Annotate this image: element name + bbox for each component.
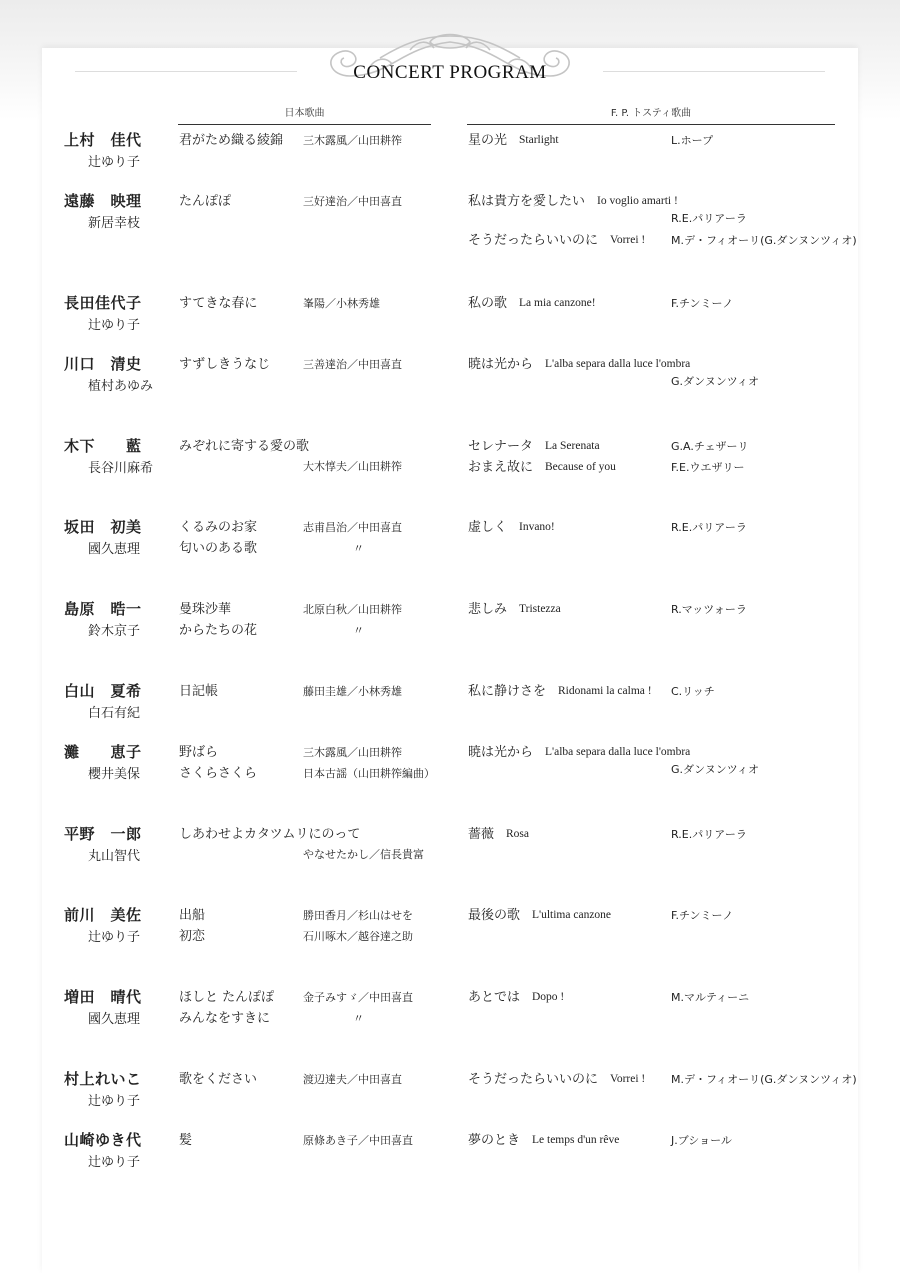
japanese-song-title: 日記帳 [179,684,219,699]
japanese-song-title: ほしと たんぽぽ [179,990,275,1005]
singer-name: 前川 美佐 [64,906,142,924]
singer-name: 灘 恵子 [64,743,142,761]
japanese-song-title: 匂いのある歌 [179,541,258,556]
japanese-song-credit: 〃 [353,542,364,555]
tosti-song-title: 私に静けさを [468,684,547,699]
tosti-song-composer: F.チンミーノ [671,297,734,310]
tosti-song-composer: R.E.パリアーラ [671,212,747,225]
singer-name: 山崎ゆき代 [64,1131,142,1149]
japanese-song-credit: やなせたかし／信長貴富 [303,848,424,861]
singer-name: 木下 藍 [64,437,142,455]
accompanist-name: 辻ゆり子 [88,1094,141,1109]
japanese-song-title: 髪 [179,1133,193,1148]
tosti-song-title: 悲しみ [468,602,508,617]
tosti-song-italian-title: L'alba separa dalla luce l'ombra [545,746,691,758]
tosti-song-title: 虚しく [468,520,508,535]
column-header-tosti: F. P. トスティ歌曲 [467,104,835,125]
tosti-song-italian-title: Vorrei ! [610,1073,646,1085]
japanese-song-title: すずしきうなじ [179,357,271,372]
japanese-song-credit: 石川啄木／越谷達之助 [303,930,413,943]
japanese-song-title: からたちの花 [179,623,258,638]
singer-name: 島原 晧一 [64,600,142,618]
japanese-song-credit: 三木露風／山田耕筰 [303,134,402,147]
accompanist-name: 櫻井美保 [88,767,141,782]
tosti-song-composer: F.E.ウエザリー [671,461,745,474]
japanese-song-title: みぞれに寄する愛の歌 [179,439,310,454]
accompanist-name: 鈴木京子 [88,624,141,639]
japanese-song-credit: 金子みすゞ／中田喜直 [303,991,413,1004]
accompanist-name: 辻ゆり子 [88,318,141,333]
accompanist-name: 辻ゆり子 [88,930,141,945]
tosti-song-composer: M.デ・フィオーリ(G.ダンヌンツィオ) [671,234,857,247]
japanese-song-title: 曼珠沙華 [179,602,232,617]
tosti-song-title: 星の光 [468,133,508,148]
singer-name: 川口 清史 [64,355,142,373]
japanese-song-credit: 北原白秋／山田耕筰 [303,603,402,616]
tosti-song-italian-title: Rosa [506,828,529,840]
tosti-song-italian-title: Because of you [545,461,616,473]
tosti-song-italian-title: L'ultima canzone [532,909,612,921]
tosti-song-composer: R.マッツォーラ [671,603,747,616]
tosti-song-italian-title: Ridonami la calma ! [558,685,652,697]
tosti-song-composer: R.E.パリアーラ [671,521,747,534]
tosti-song-composer: G.ダンヌンツィオ [671,763,760,776]
tosti-song-italian-title: Io voglio amarti ! [597,195,678,207]
tosti-song-title: そうだったらいいのに [468,233,599,248]
japanese-song-credit: 日本古謡（山田耕筰編曲） [303,767,435,780]
accompanist-name: 白石有紀 [88,706,141,721]
accompanist-name: 植村あゆみ [88,379,154,394]
tosti-song-italian-title: Invano! [519,521,555,533]
tosti-song-title: 暁は光から [468,357,534,372]
japanese-song-title: くるみのお家 [179,520,258,535]
japanese-song-credit: 〃 [353,624,364,637]
tosti-song-composer: L.ホープ [671,134,714,147]
tosti-song-italian-title: La Serenata [545,440,600,452]
accompanist-name: 新居幸枝 [88,216,141,231]
tosti-song-italian-title: L'alba separa dalla luce l'ombra [545,358,691,370]
tosti-song-title: おまえ故に [468,460,534,475]
tosti-song-italian-title: Le temps d'un rêve [532,1134,620,1146]
tosti-song-title: 最後の歌 [468,908,521,923]
accompanist-name: 丸山智代 [88,849,141,864]
tosti-song-composer: F.チンミーノ [671,909,734,922]
accompanist-name: 辻ゆり子 [88,155,141,170]
japanese-song-credit: 原條あき子／中田喜直 [303,1134,413,1147]
singer-name: 坂田 初美 [64,518,142,536]
tosti-song-title: そうだったらいいのに [468,1072,599,1087]
singer-name: 増田 晴代 [64,988,142,1006]
japanese-song-title: 初恋 [179,929,206,944]
japanese-song-credit: 渡辺達夫／中田喜直 [303,1073,402,1086]
tosti-song-title: セレナータ [468,439,534,454]
singer-name: 上村 佳代 [64,131,142,149]
tosti-song-composer: J.ブショール [671,1134,732,1147]
tosti-song-title: 夢のとき [468,1133,521,1148]
japanese-song-credit: 〃 [353,1012,364,1025]
japanese-song-credit: 藤田圭雄／小林秀雄 [303,685,402,698]
tosti-song-italian-title: Dopo ! [532,991,565,1003]
tosti-song-title: あとでは [468,990,521,1005]
singer-name: 白山 夏希 [64,682,142,700]
page-title: CONCERT PROGRAM [353,62,547,83]
program-sheet [42,48,858,1273]
japanese-song-credit: 志甫昌治／中田喜直 [303,521,402,534]
japanese-song-title: すてきな春に [179,296,258,311]
title-rule-left [75,71,297,72]
column-header-japanese: 日本歌曲 [178,104,431,125]
japanese-song-credit: 三好達治／中田喜直 [303,195,402,208]
tosti-song-title: 私の歌 [468,296,508,311]
accompanist-name: 辻ゆり子 [88,1155,141,1170]
japanese-song-title: たんぽぽ [179,194,232,209]
program-header [0,28,900,98]
tosti-song-italian-title: Tristezza [519,603,561,615]
japanese-song-credit: 勝田香月／杉山はせを [303,909,413,922]
singer-name: 遠藤 映理 [64,192,142,210]
japanese-song-title: 出船 [179,908,206,923]
japanese-song-title: さくらさくら [179,766,258,781]
tosti-song-composer: M.マルティーニ [671,991,750,1004]
japanese-song-credit: 三木露風／山田耕筰 [303,746,402,759]
japanese-song-title: みんなをすきに [179,1011,271,1026]
tosti-song-italian-title: Starlight [519,134,559,146]
tosti-song-composer: R.E.パリアーラ [671,828,747,841]
tosti-song-composer: G.A.チェザーリ [671,440,749,453]
tosti-song-title: 暁は光から [468,745,534,760]
tosti-song-composer: G.ダンヌンツィオ [671,375,760,388]
accompanist-name: 長谷川麻希 [88,461,154,476]
singer-name: 村上れいこ [64,1070,142,1088]
tosti-song-title: 私は貴方を愛したい [468,194,586,209]
japanese-song-title: 野ばら [179,745,219,760]
tosti-song-italian-title: La mia canzone! [519,297,596,309]
tosti-song-title: 薔薇 [468,827,495,842]
accompanist-name: 國久恵理 [88,542,141,557]
japanese-song-credit: 峯陽／小林秀雄 [303,297,380,310]
tosti-song-composer: C.リッチ [671,685,715,698]
title-rule-right [603,71,825,72]
japanese-song-title: しあわせよカタツムリにのって [179,827,361,842]
japanese-song-credit: 大木惇夫／山田耕筰 [303,460,402,473]
tosti-song-composer: M.デ・フィオーリ(G.ダンヌンツィオ) [671,1073,857,1086]
tosti-song-italian-title: Vorrei ! [610,234,646,246]
accompanist-name: 國久恵理 [88,1012,141,1027]
singer-name: 長田佳代子 [64,294,142,312]
japanese-song-title: 君がため織る綾錦 [179,133,284,148]
japanese-song-title: 歌をください [179,1072,258,1087]
japanese-song-credit: 三善達治／中田喜直 [303,358,402,371]
singer-name: 平野 一郎 [64,825,142,843]
